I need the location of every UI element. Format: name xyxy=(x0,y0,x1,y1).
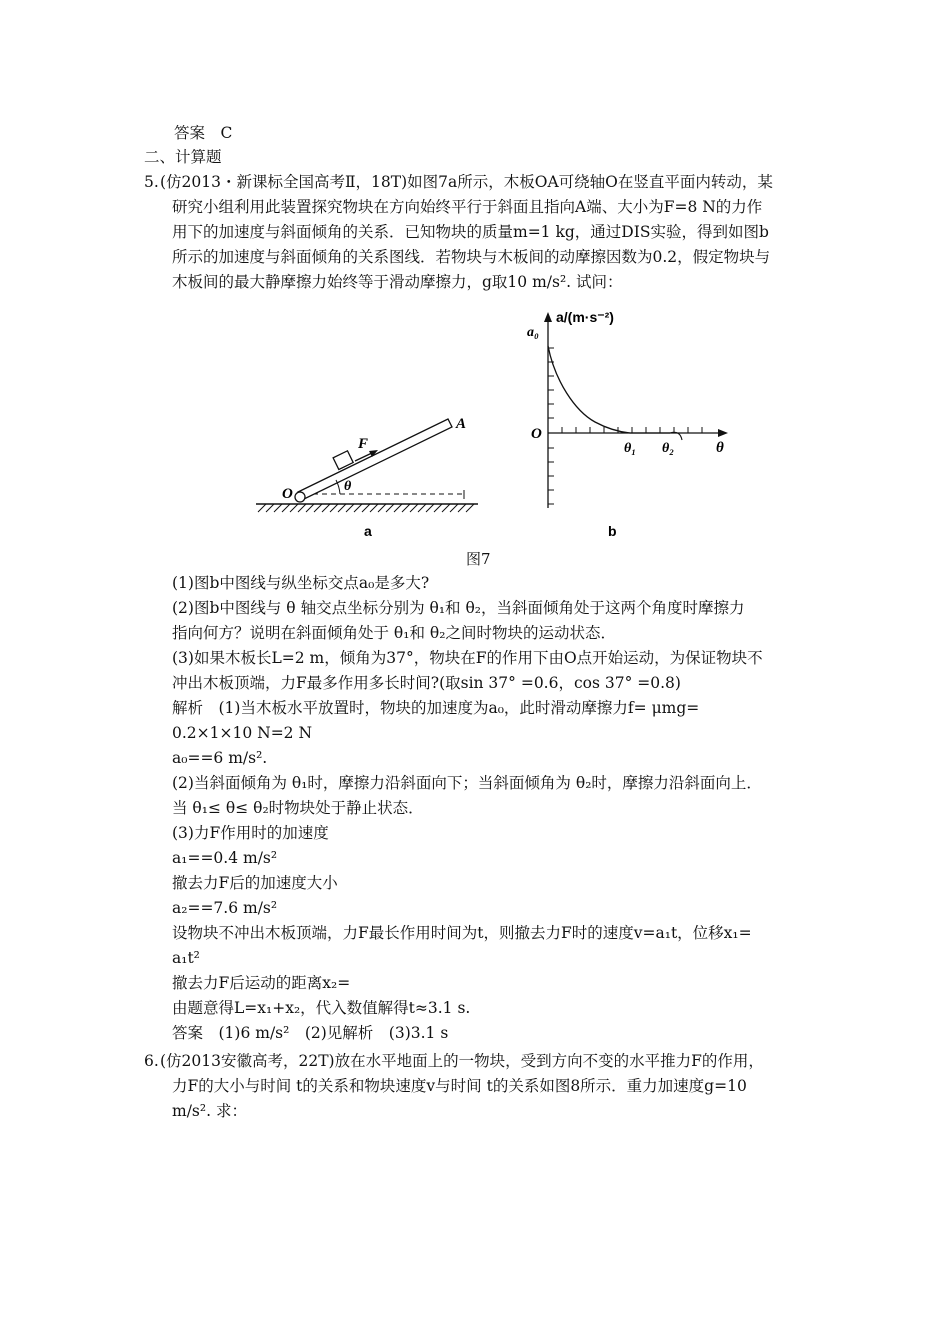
solution-line-4: (2)当斜面倾角为 θ₁时，摩擦力沿斜面向下；当斜面倾角为 θ₂时，摩擦力沿斜面向上． xyxy=(172,774,762,792)
figure-7 xyxy=(250,306,750,546)
solution-line-2: 0.2×1×10 N=2 N xyxy=(172,724,313,742)
solution-line-1: 解析 (1)当木板水平放置时，物块的加速度为a₀，此时滑动摩擦力f= μmg= xyxy=(172,699,700,717)
previous-answer: 答案 C xyxy=(174,124,233,142)
solution-line-6: (3)力F作用时的加速度 xyxy=(172,824,329,842)
label-end-A: A xyxy=(456,416,467,432)
q5-question-3a: (3)如果木板长L=2 m，倾角为37°，物块在F的作用下由O点开始运动，为保证物块不 xyxy=(172,649,763,667)
caption-a: a xyxy=(364,523,372,539)
label-yaxis: a/(m·s⁻²) xyxy=(556,309,614,325)
answer-line: 答案 (1)6 m/s² (2)见解析 (3)3.1 s xyxy=(172,1024,449,1042)
q6-line-3: m/s². 求： xyxy=(172,1102,247,1120)
solution-line-11: a₁t² xyxy=(172,949,200,967)
label-force-F: F xyxy=(358,436,369,452)
solution-line-7: a₁==0.4 m/s² xyxy=(172,849,278,867)
label-xaxis-theta: θ xyxy=(716,440,724,456)
q6-line-1: (仿2013安徽高考，22T)放在水平地面上的一物块，受到方向不变的水平推力F的作用， xyxy=(160,1052,764,1070)
label-pivot-O: O xyxy=(282,486,293,502)
figure-b-graph xyxy=(544,312,728,508)
q5-question-2a: (2)图b中图线与 θ 轴交点坐标分别为 θ₁和 θ₂，当斜面倾角处于这两个角度时摩擦力 xyxy=(172,599,745,617)
label-angle-theta: θ xyxy=(344,479,352,494)
solution-line-10: 设物块不冲出木板顶端，力F最长作用时间为t，则撤去力F时的速度v=a₁t，位移x₁= xyxy=(172,924,752,942)
q5-question-3b: 冲出木板顶端，力F最多作用多长时间?(取sin 37° =0.6，cos 37° =0.8) xyxy=(172,674,681,692)
label-theta1: θ₁ xyxy=(624,441,637,456)
label-theta2: θ₂ xyxy=(662,441,675,456)
q5-question-1: (1)图b中图线与纵坐标交点a₀是多大? xyxy=(172,574,430,592)
q5-number: 5. xyxy=(144,173,159,191)
solution-line-8: 撤去力F后的加速度大小 xyxy=(172,874,338,892)
solution-line-13: 由题意得L=x₁+x₂，代入数值解得t≈3.1 s. xyxy=(172,999,471,1017)
label-origin-O: O xyxy=(531,426,542,442)
solution-line-5: 当 θ₁≤ θ≤ θ₂时物块处于静止状态． xyxy=(172,799,424,817)
q5-question-2b: 指向何方？说明在斜面倾角处于 θ₁和 θ₂之间时物块的运动状态． xyxy=(172,624,616,642)
q6-number: 6. xyxy=(144,1052,159,1070)
caption-b: b xyxy=(608,523,617,539)
q6-line-2: 力F的大小与时间 t的关系和物块速度v与时间 t的关系如图8所示．重力加速度g=10 xyxy=(172,1077,747,1095)
q5-line-3: 用下的加速度与斜面倾角的关系．已知物块的质量m=1 kg，通过DIS实验，得到如图b xyxy=(172,223,769,241)
q5-line-1: (仿2013・新课标全国高考Ⅱ，18T)如图7a所示，木板OA可绕轴O在竖直平面内转动，某 xyxy=(160,173,773,191)
figure-caption: 图7 xyxy=(466,550,491,568)
solution-line-3: a₀==6 m/s². xyxy=(172,749,268,767)
q5-line-5: 木板间的最大静摩擦力始终等于滑动摩擦力，g取10 m/s². 试问： xyxy=(172,273,623,291)
section-title: 二、计算题 xyxy=(144,148,222,166)
q5-line-4: 所示的加速度与斜面倾角的关系图线．若物块与木板间的动摩擦因数为0.2，假定物块与 xyxy=(172,248,771,266)
label-y-intercept: a₀ xyxy=(527,325,539,340)
solution-line-12: 撤去力F后运动的距离x₂= xyxy=(172,974,351,992)
q5-line-2: 研究小组利用此装置探究物块在方向始终平行于斜面且指向A端、大小为F=8 N的力作 xyxy=(172,198,763,216)
solution-line-9: a₂==7.6 m/s² xyxy=(172,899,278,917)
